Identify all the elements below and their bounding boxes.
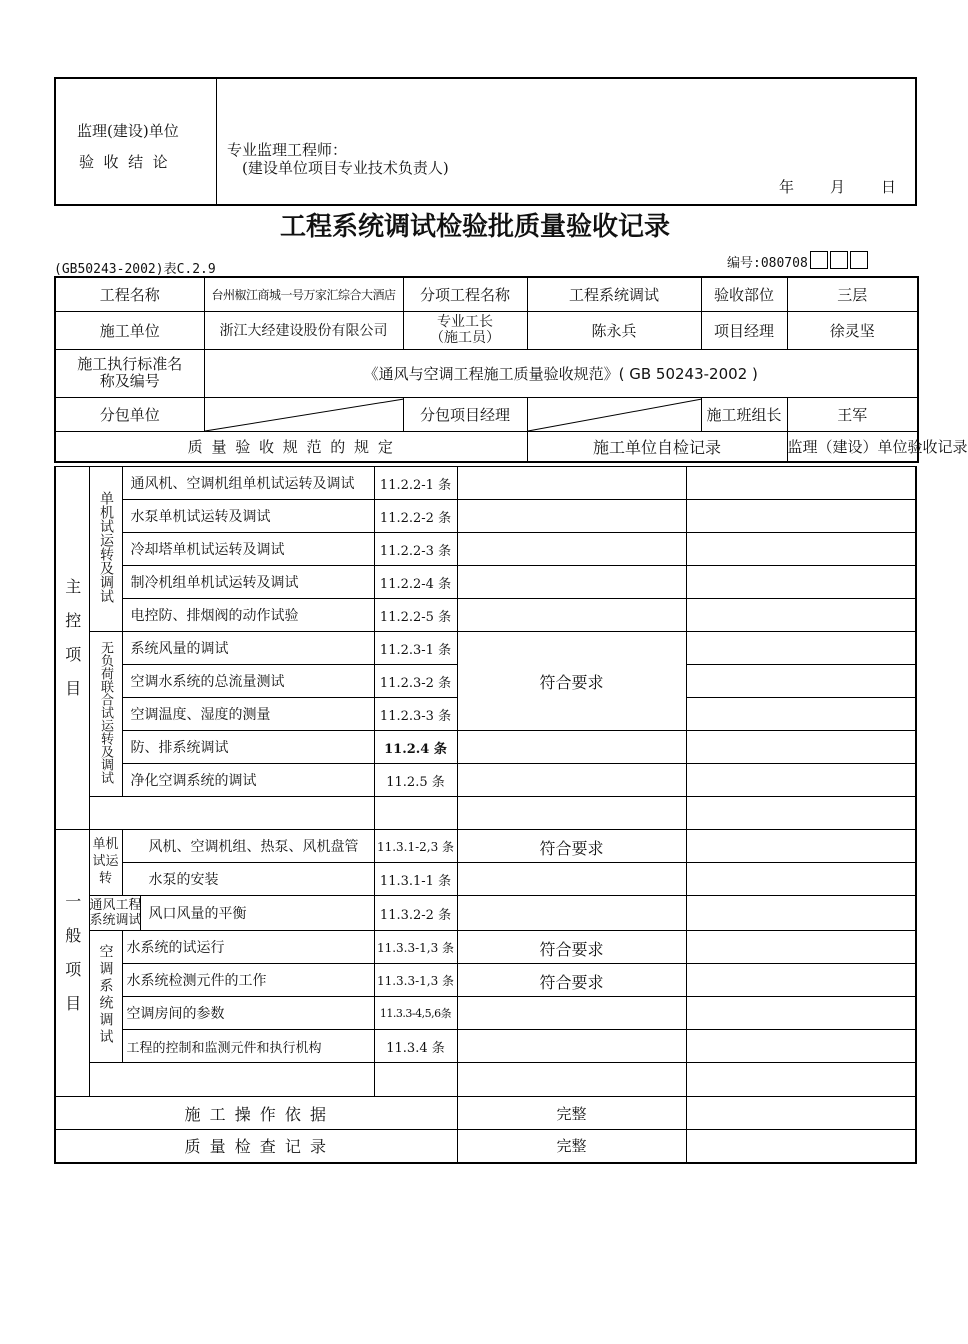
standard-value[interactable]: 《通风与空调工程施工质量验收规范》( GB 50243-2002 ) bbox=[204, 349, 918, 397]
main-item-1: 通风机、空调机组单机试运转及调试 bbox=[122, 467, 374, 500]
main-self-check-5[interactable] bbox=[457, 599, 686, 632]
operation-basis-supervisor[interactable] bbox=[686, 1097, 916, 1130]
general-self-check-5[interactable]: 符合要求 bbox=[457, 964, 686, 997]
subcontractor-label: 分包单位 bbox=[55, 397, 204, 431]
general-clause-2: 11.3.1-1 条 bbox=[374, 863, 457, 896]
sub-project-value[interactable]: 工程系统调试 bbox=[527, 277, 701, 311]
general-item-2: 水泵的安装 bbox=[122, 863, 374, 896]
main-item-3: 冷却塔单机试运转及调试 bbox=[122, 533, 374, 566]
main-self-check-2[interactable] bbox=[457, 500, 686, 533]
general-item-7: 工程的控制和监测元件和执行机构 bbox=[122, 1030, 374, 1063]
main-blank-self-check[interactable] bbox=[457, 797, 686, 830]
serial-box-3[interactable] bbox=[850, 251, 868, 269]
foreman-label-line1: 专业工长 bbox=[437, 314, 493, 330]
main-clause-6: 11.2.3-1 条 bbox=[374, 632, 457, 665]
supervisor-conclusion-divider bbox=[216, 77, 217, 206]
self-check-column-header: 施工单位自检记录 bbox=[527, 431, 787, 462]
acceptance-part-label: 验收部位 bbox=[701, 277, 787, 311]
main-item-2: 水泵单机试运转及调试 bbox=[122, 500, 374, 533]
acceptance-conclusion-label: 验 收 结 论 bbox=[79, 153, 168, 171]
general-self-check-7[interactable] bbox=[457, 1030, 686, 1063]
acceptance-part-value[interactable]: 三层 bbox=[787, 277, 918, 311]
sub-pm-label: 分包项目经理 bbox=[403, 397, 527, 431]
general-supervisor-6[interactable] bbox=[686, 997, 916, 1030]
quality-record-supervisor[interactable] bbox=[686, 1130, 916, 1163]
main-clause-5: 11.2.2-5 条 bbox=[374, 599, 457, 632]
main-self-check-result[interactable]: 符合要求 bbox=[457, 632, 686, 731]
main-item-6: 系统风量的调试 bbox=[122, 632, 374, 665]
owner-technical-lead-label: (建设单位项目专业技术负责人) bbox=[242, 159, 449, 177]
main-clause-4: 11.2.2-4 条 bbox=[374, 566, 457, 599]
main-supervisor-8[interactable] bbox=[686, 698, 916, 731]
foreman-value[interactable]: 陈永兵 bbox=[527, 311, 701, 349]
main-item-7: 空调水系统的总流量测试 bbox=[122, 665, 374, 698]
general-group1-line1: 单机 bbox=[92, 837, 119, 852]
general-self-check-3[interactable] bbox=[457, 896, 686, 931]
page-title: 工程系统调试检验批质量验收记录 bbox=[279, 212, 670, 242]
no-load-joint-group-label: 无负荷联合试运转及调试 bbox=[89, 632, 122, 797]
general-group1-line2: 试运 bbox=[92, 854, 119, 869]
date-month-label: 月 bbox=[830, 178, 846, 196]
main-supervisor-2[interactable] bbox=[686, 500, 916, 533]
main-supervisor-6[interactable] bbox=[686, 632, 916, 665]
supervisor-column-header: 监理（建设）单位验收记录 bbox=[787, 431, 918, 462]
main-clause-1: 11.2.2-1 条 bbox=[374, 467, 457, 500]
main-item-5: 电控防、排烟阀的动作试验 bbox=[122, 599, 374, 632]
general-supervisor-1[interactable] bbox=[686, 830, 916, 863]
supervising-engineer-label: 专业监理工程师： bbox=[227, 141, 348, 159]
general-clause-3: 11.3.2-2 条 bbox=[374, 896, 457, 931]
main-clause-2: 11.2.2-2 条 bbox=[374, 500, 457, 533]
header-table bbox=[54, 276, 968, 463]
ac-system-group-label: 空调系统调试 bbox=[89, 931, 122, 1063]
project-name-value[interactable]: 台州椒江商城一号万家汇综合大酒店 bbox=[204, 277, 403, 311]
project-manager-label: 项目经理 bbox=[701, 311, 787, 349]
main-supervisor-7[interactable] bbox=[686, 665, 916, 698]
quality-record-value[interactable]: 完整 bbox=[457, 1130, 686, 1163]
main-supervisor-5[interactable] bbox=[686, 599, 916, 632]
main-clause-3: 11.2.2-3 条 bbox=[374, 533, 457, 566]
spec-column-header: 质 量 验 收 规 范 的 规 定 bbox=[55, 431, 527, 462]
general-single-machine-label bbox=[89, 830, 122, 896]
general-item-4: 水系统的试运行 bbox=[122, 931, 374, 964]
general-blank-clause bbox=[374, 1063, 457, 1097]
standard-code: (GB50243-2002)表C.2.9 bbox=[54, 262, 216, 277]
main-self-check-1[interactable] bbox=[457, 467, 686, 500]
standard-label bbox=[55, 349, 204, 397]
ventilation-system-label bbox=[89, 896, 140, 931]
main-supervisor-10[interactable] bbox=[686, 764, 916, 797]
main-self-check-4[interactable] bbox=[457, 566, 686, 599]
quality-record-label: 质 量 检 查 记 录 bbox=[55, 1130, 457, 1163]
general-supervisor-3[interactable] bbox=[686, 896, 916, 931]
main-item-8: 空调温度、湿度的测量 bbox=[122, 698, 374, 731]
supervisor-unit-label: 监理(建设)单位 bbox=[77, 122, 179, 140]
team-leader-label: 施工班组长 bbox=[701, 397, 787, 431]
main-supervisor-1[interactable] bbox=[686, 467, 916, 500]
general-supervisor-7[interactable] bbox=[686, 1030, 916, 1063]
main-clause-10: 11.2.5 条 bbox=[374, 764, 457, 797]
construction-unit-label: 施工单位 bbox=[55, 311, 204, 349]
date-year-label: 年 bbox=[779, 178, 795, 196]
standard-label-line2: 称及编号 bbox=[99, 372, 160, 390]
general-group1-line3: 转 bbox=[98, 871, 112, 886]
main-item-9: 防、排系统调试 bbox=[122, 731, 374, 764]
general-blank-supervisor[interactable] bbox=[686, 1063, 916, 1097]
main-supervisor-9[interactable] bbox=[686, 731, 916, 764]
foreman-label-line2: （施工员） bbox=[430, 330, 500, 346]
project-manager-value[interactable]: 徐灵坚 bbox=[787, 311, 918, 349]
construction-unit-value[interactable]: 浙江大经建设股份有限公司 bbox=[204, 311, 403, 349]
general-self-check-6[interactable] bbox=[457, 997, 686, 1030]
sub-pm-value[interactable] bbox=[527, 397, 701, 431]
main-supervisor-3[interactable] bbox=[686, 533, 916, 566]
main-self-check-3[interactable] bbox=[457, 533, 686, 566]
operation-basis-label: 施 工 操 作 依 据 bbox=[55, 1097, 457, 1130]
general-item-3: 风口风量的平衡 bbox=[140, 896, 374, 931]
main-blank-clause bbox=[374, 797, 457, 830]
inspection-table bbox=[54, 466, 917, 1164]
main-item-4: 制冷机组单机试运转及调试 bbox=[122, 566, 374, 599]
general-clause-5: 11.3.3-1,3 条 bbox=[374, 964, 457, 997]
main-control-label: 主控项目 bbox=[55, 467, 89, 830]
general-blank-self-check[interactable] bbox=[457, 1063, 686, 1097]
serial-box-1[interactable] bbox=[810, 251, 828, 269]
general-supervisor-2[interactable] bbox=[686, 863, 916, 896]
subcontractor-blank-slash bbox=[205, 398, 404, 432]
main-clause-7: 11.2.3-2 条 bbox=[374, 665, 457, 698]
standard-label-line1: 施工执行标准名 bbox=[77, 355, 183, 373]
general-blank-item bbox=[89, 1063, 374, 1097]
project-name-label: 工程名称 bbox=[55, 277, 204, 311]
serial-number bbox=[727, 251, 868, 271]
general-clause-7: 11.3.4 条 bbox=[374, 1030, 457, 1063]
main-clause-9: 11.2.4 条 bbox=[374, 731, 457, 764]
main-blank-item bbox=[89, 797, 374, 830]
general-supervisor-4[interactable] bbox=[686, 931, 916, 964]
main-blank-supervisor[interactable] bbox=[686, 797, 916, 830]
main-clause-8: 11.2.3-3 条 bbox=[374, 698, 457, 731]
operation-basis-value[interactable]: 完整 bbox=[457, 1097, 686, 1130]
main-self-check-9[interactable] bbox=[457, 731, 686, 764]
general-self-check-1[interactable]: 符合要求 bbox=[457, 830, 686, 863]
subcontractor-value[interactable] bbox=[204, 397, 403, 431]
sub-pm-blank-slash bbox=[528, 398, 702, 432]
date-day-label: 日 bbox=[881, 178, 897, 196]
general-clause-1: 11.3.1-2,3 条 bbox=[374, 830, 457, 863]
main-supervisor-4[interactable] bbox=[686, 566, 916, 599]
general-supervisor-5[interactable] bbox=[686, 964, 916, 997]
foreman-label bbox=[403, 311, 527, 349]
team-leader-value[interactable]: 王军 bbox=[787, 397, 918, 431]
main-item-10: 净化空调系统的调试 bbox=[122, 764, 374, 797]
general-group2-line2: 系统调试 bbox=[89, 913, 142, 928]
general-self-check-2[interactable] bbox=[457, 863, 686, 896]
general-item-1: 风机、空调机组、热泵、风机盘管 bbox=[122, 830, 374, 863]
general-item-5: 水系统检测元件的工作 bbox=[122, 964, 374, 997]
main-self-check-10[interactable] bbox=[457, 764, 686, 797]
general-group2-line1: 通风工程 bbox=[89, 898, 142, 913]
serial-box-2[interactable] bbox=[830, 251, 848, 269]
serial-label: 编号:080708 bbox=[727, 256, 808, 271]
sub-project-label: 分项工程名称 bbox=[403, 277, 527, 311]
general-clause-4: 11.3.3-1,3 条 bbox=[374, 931, 457, 964]
general-item-6: 空调房间的参数 bbox=[122, 997, 374, 1030]
general-items-label: 一般项目 bbox=[55, 830, 89, 1097]
general-clause-6: 11.3.3-4,5,6条 bbox=[374, 997, 457, 1030]
single-machine-group-label: 单机试运转及调试 bbox=[89, 467, 122, 632]
general-self-check-4[interactable]: 符合要求 bbox=[457, 931, 686, 964]
